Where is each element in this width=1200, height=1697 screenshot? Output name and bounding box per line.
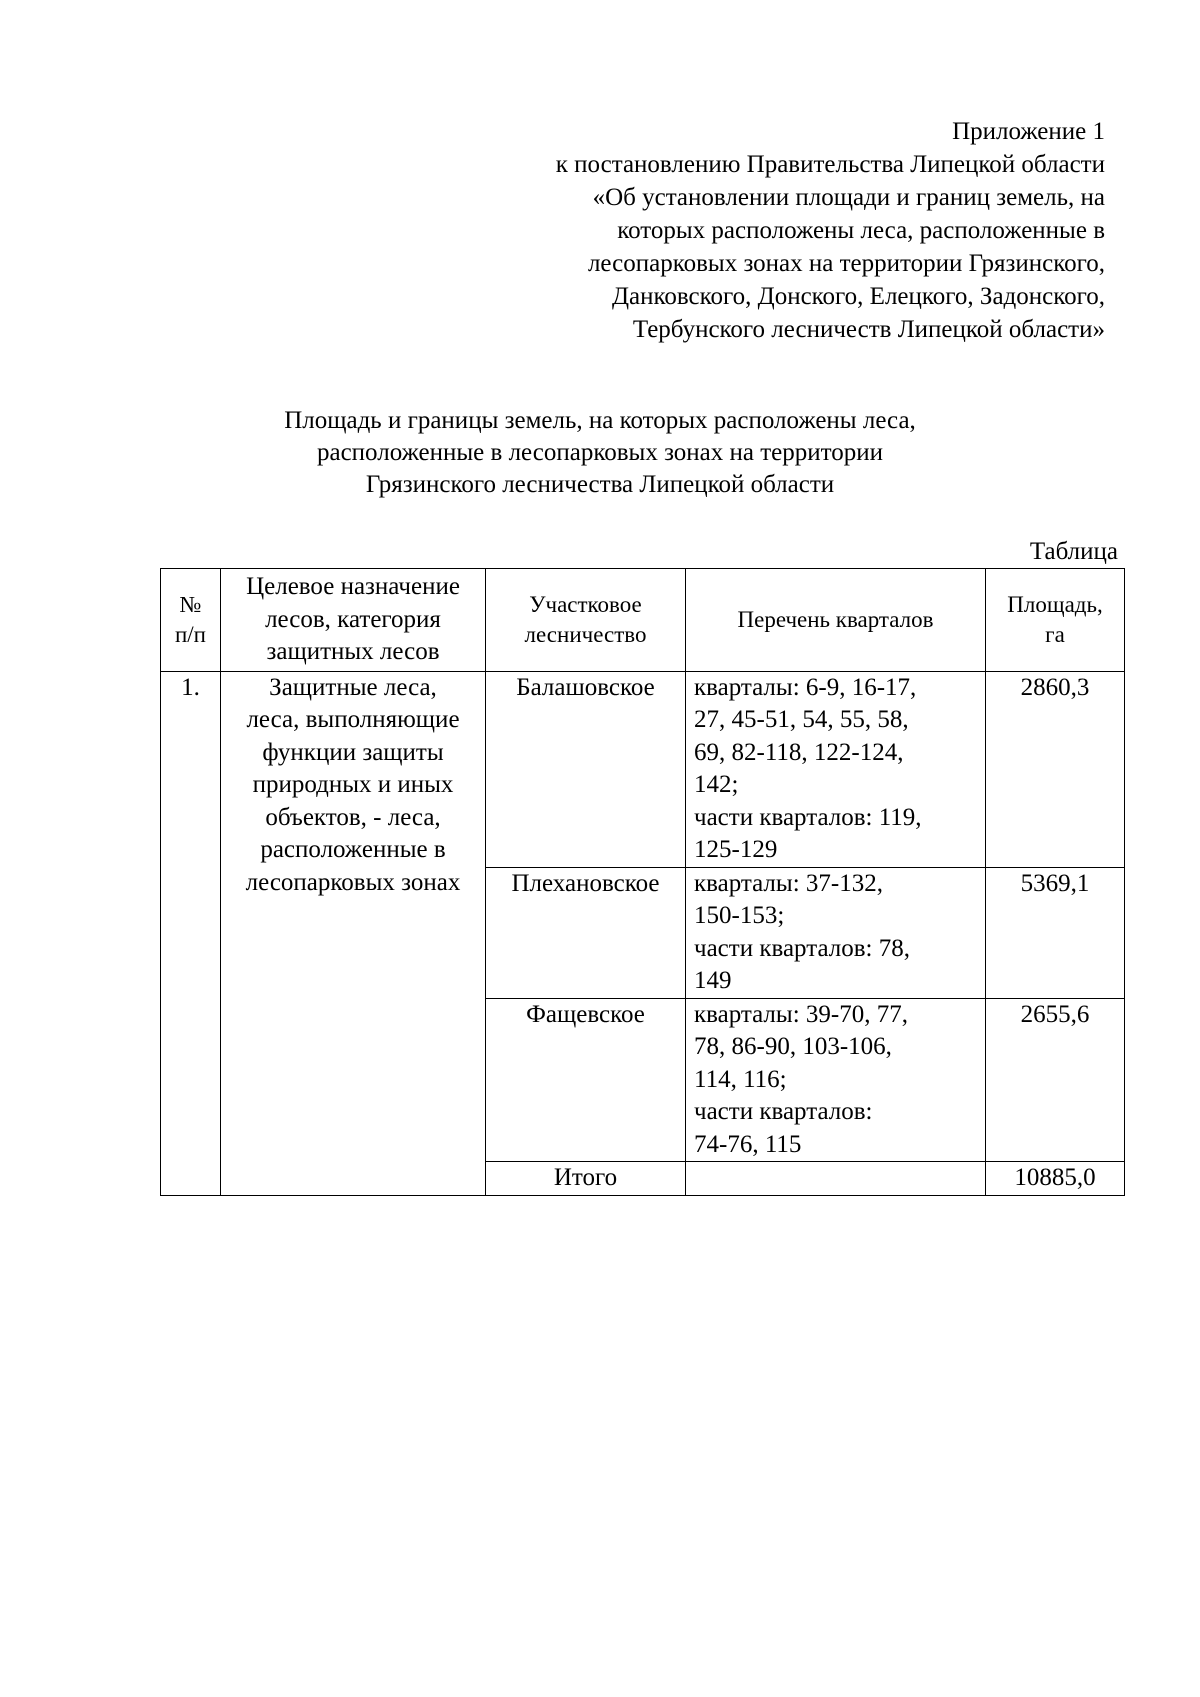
- document-title: [0, 405, 1200, 501]
- appendix-block: [385, 115, 1105, 346]
- appendix-line: Приложение 1: [952, 118, 1105, 145]
- purpose-line: функции защиты: [262, 738, 444, 766]
- quarters-line: части кварталов:: [694, 1098, 873, 1125]
- row-number: 1.: [161, 671, 221, 1195]
- purpose-line: леса, выполняющие: [246, 706, 460, 733]
- total-area: 10885,0: [986, 1162, 1125, 1196]
- area-cell: 5369,1: [986, 867, 1125, 998]
- quarters-line: 27, 45-51, 54, 55, 58,: [694, 706, 909, 733]
- header-num: [161, 569, 221, 672]
- district-cell: Фащевское: [486, 998, 686, 1162]
- quarters-line: кварталы: 6-9, 16-17,: [694, 673, 917, 701]
- quarters-line: 150-153;: [694, 902, 785, 929]
- header-district: [486, 569, 686, 672]
- appendix-line: которых расположены леса, расположенные в: [617, 217, 1105, 244]
- total-label: Итого: [486, 1162, 686, 1196]
- quarters-line: части кварталов: 78,: [694, 934, 910, 962]
- header-purpose-line: защитных лесов: [266, 638, 440, 665]
- header-num-line: №: [179, 591, 202, 617]
- quarters-line: 114, 116;: [694, 1065, 787, 1093]
- purpose-line: природных и иных: [252, 771, 454, 798]
- quarters-line: 78, 86-90, 103-106,: [694, 1033, 892, 1060]
- quarters-cell: [686, 671, 986, 867]
- title-line: Площадь и границы земель, на которых расположены леса,: [284, 407, 916, 434]
- title-line: расположенные в лесопарковых зонах на территории: [316, 439, 883, 466]
- quarters-line: части кварталов: 119,: [694, 803, 922, 831]
- header-purpose-line: Целевое назначение: [246, 573, 460, 600]
- purpose-line: объектов, - леса,: [265, 803, 441, 831]
- appendix-line: Данковского, Донского, Елецкого, Задонского,: [611, 283, 1105, 310]
- header-district-line: лесничество: [524, 621, 647, 647]
- appendix-line: «Об установлении площади и границ земель, на: [592, 184, 1105, 211]
- header-area-line: га: [1045, 621, 1065, 647]
- quarters-cell: [686, 998, 986, 1162]
- header-area-line: Площадь,: [1007, 591, 1103, 617]
- quarters-line: 74-76, 115: [694, 1130, 802, 1158]
- header-quarters: Перечень кварталов: [686, 569, 986, 672]
- appendix-line: Тербунского лесничеств Липецкой области»: [632, 316, 1105, 343]
- table-caption: Таблица: [1029, 538, 1118, 565]
- quarters-table: [160, 568, 1125, 1196]
- total-quarters: [686, 1162, 986, 1196]
- appendix-line: лесопарковых зонах на территории Грязинского,: [587, 250, 1105, 277]
- quarters-line: кварталы: 37-132,: [694, 869, 883, 897]
- appendix-line: к постановлению Правительства Липецкой области: [555, 151, 1105, 178]
- quarters-cell: [686, 867, 986, 998]
- header-district-line: Участковое: [529, 591, 642, 617]
- header-purpose-line: лесов, категория: [265, 605, 441, 633]
- purpose-line: Защитные леса,: [269, 673, 437, 701]
- district-cell: Плехановское: [486, 867, 686, 998]
- area-cell: 2860,3: [986, 671, 1125, 867]
- quarters-line: 69, 82-118, 122-124,: [694, 738, 904, 766]
- purpose-line: расположенные в: [260, 836, 446, 863]
- title-line: Грязинского лесничества Липецкой области: [365, 471, 835, 498]
- quarters-line: кварталы: 39-70, 77,: [694, 1000, 908, 1028]
- header-purpose: [221, 569, 486, 672]
- table-header-row: [161, 569, 1125, 672]
- area-cell: 2655,6: [986, 998, 1125, 1162]
- header-num-line: п/п: [174, 621, 206, 647]
- quarters-line: 142;: [694, 771, 739, 798]
- table-row: [161, 671, 1125, 867]
- header-area: [986, 569, 1125, 672]
- district-cell: Балашовское: [486, 671, 686, 867]
- purpose-cell: [221, 671, 486, 1195]
- quarters-line: 149: [694, 967, 732, 994]
- purpose-line: лесопарковых зонах: [245, 868, 461, 896]
- quarters-line: 125-129: [694, 836, 778, 863]
